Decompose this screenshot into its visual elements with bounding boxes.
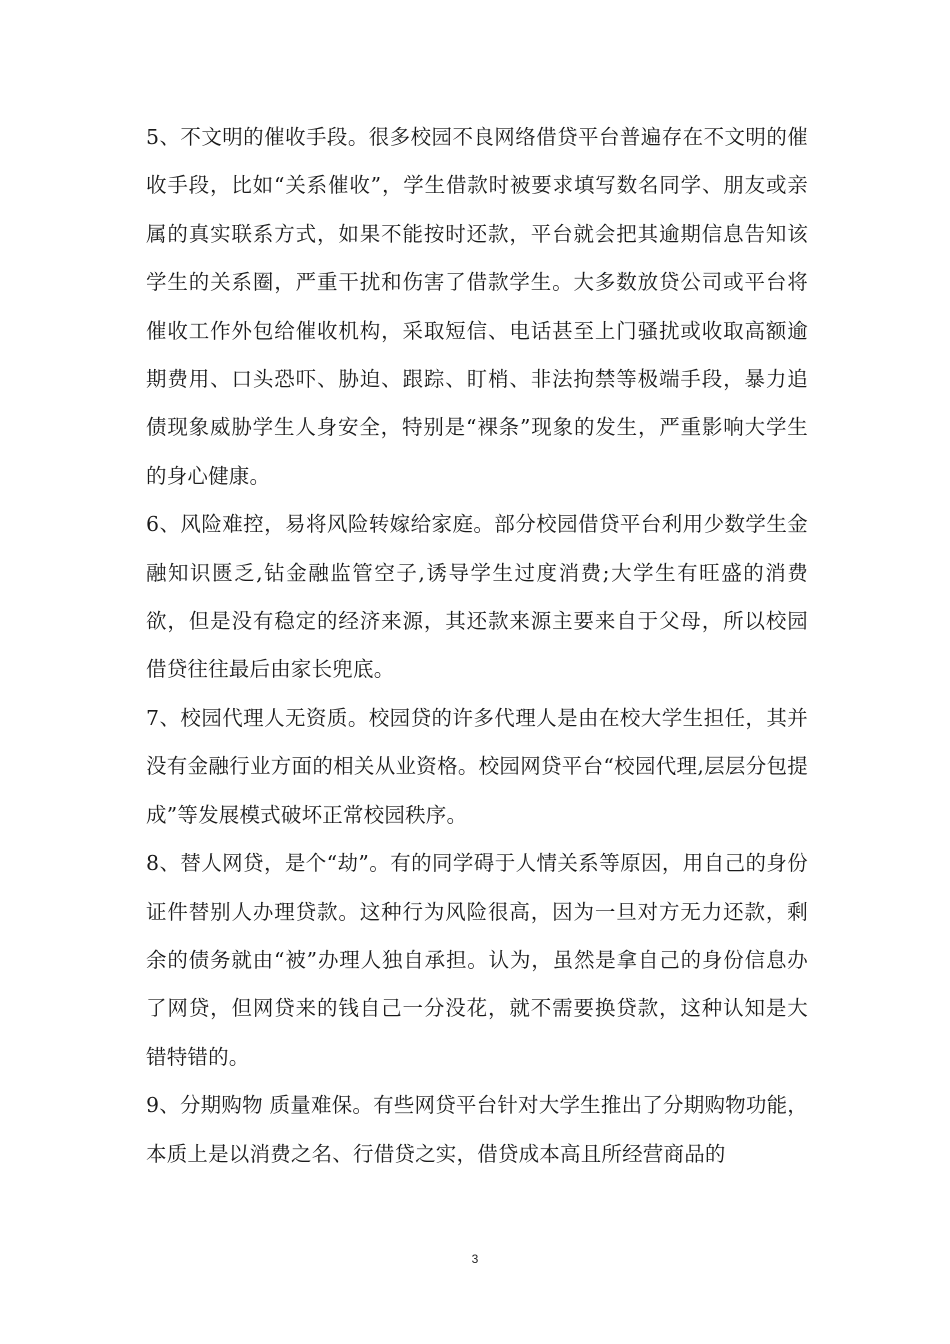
paragraph-6: 6、风险难控，易将风险转嫁给家庭。部分校园借贷平台利用少数学生金融知识匮乏,钻金融监管空子,诱导学生过度消费;大学生有旺盛的消费欲，但是没有稳定的经济来源，其还款来源主要来自于父母，所以校园借贷往往最后由家长兜底。 bbox=[146, 512, 808, 682]
paragraph-8: 8、替人网贷，是个“劫”。有的同学碍于人情关系等原因，用自己的身份证件替别人办理贷款。这种行为风险很高，因为一旦对方无力还款，剩余的债务就由“被”办理人独自承担。认为，虽然是拿自己的身份信息办了网贷，但网贷来的钱自己一分没花，就不需要换贷款，这种认知是大错特错的。 bbox=[146, 851, 808, 1069]
document-body bbox=[146, 113, 808, 1178]
paragraph-7: 7、校园代理人无资质。校园贷的许多代理人是由在校大学生担任，其并没有金融行业方面的相关从业资格。校园网贷平台“校园代理,层层分包提成”等发展模式破坏正常校园秩序。 bbox=[146, 705, 808, 827]
page-number: 3 bbox=[471, 1252, 479, 1266]
paragraph-5: 5、不文明的催收手段。很多校园不良网络借贷平台普遍存在不文明的催收手段，比如“关系催收”，学生借款时被要求填写数名同学、朋友或亲属的真实联系方式，如果不能按时还款，平台就会把其逾期信息告知该学生的关系圈，严重干扰和伤害了借款学生。大多数放贷公司或平台将催收工作外包给催收机构，采取短信、电话甚至上门骚扰或收取高额逾期费用、口头恐吓、胁迫、跟踪、盯梢、非法拘禁等极端手段，暴力追债现象威胁学生人身安全，特别是“裸条”现象的发生，严重影响大学生的身心健康。 bbox=[146, 125, 808, 488]
paragraph-9: 9、分期购物 质量难保。有些网贷平台针对大学生推出了分期购物功能，本质上是以消费之名、行借贷之实，借贷成本高且所经营商品的 bbox=[146, 1093, 808, 1166]
